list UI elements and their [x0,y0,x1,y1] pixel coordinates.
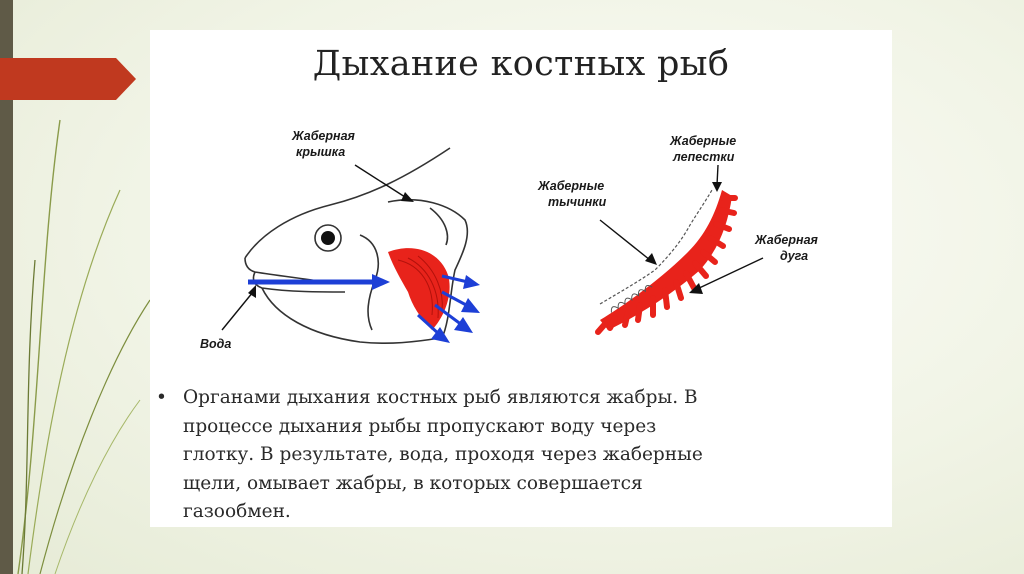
label-gill-rakers-line1: Жаберные [538,179,605,193]
gill-arch-illustration [598,190,735,332]
label-gill-arch-line1: Жаберная [755,233,818,247]
slide-content [150,30,892,527]
label-gill-cover-line2: крышка [296,145,346,159]
label-gill-cover-line1: Жаберная [292,129,355,143]
label-water: Вода [200,337,232,351]
label-gill-petals-line2: лепестки [673,150,735,164]
bullet-line: газообмен. [183,501,291,522]
slide-title: Дыхание костных рыб [312,44,730,84]
fish-eye-icon [321,231,335,245]
bullet-line: глотку. В результате, вода, проходя через жаберные [183,444,703,465]
bullet-marker: • [156,387,167,408]
slide-accent-arrow [0,58,136,100]
label-gill-rakers-line2: тычинки [548,195,607,209]
bullet-line: Органами дыхания костных рыб являются жабры. В [183,387,698,408]
label-gill-petals-line1: Жаберные [670,134,737,148]
bullet-text [183,384,883,527]
bullet-line: процессе дыхания рыбы пропускают воду через [183,415,657,437]
bullet-line: щели, омывает жабры, в которых совершается [183,472,643,494]
label-gill-arch-line2: дуга [780,249,809,263]
